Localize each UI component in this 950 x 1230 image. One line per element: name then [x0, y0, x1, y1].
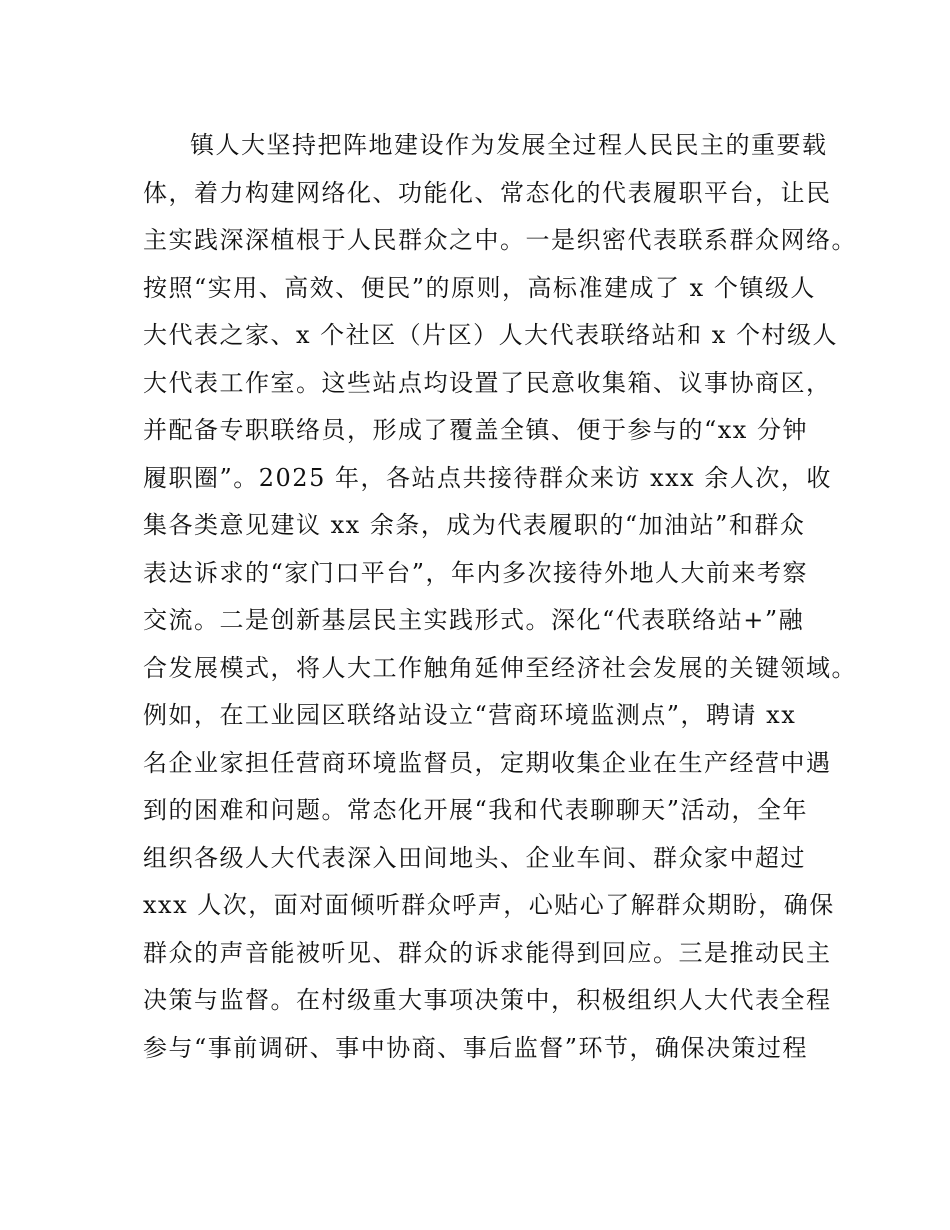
text-line: 名企业家担任营商环境监督员，定期收集企业在生产经营中遇 — [143, 748, 832, 777]
text-line: 体，着力构建网络化、功能化、常态化的代表履职平台，让民 — [143, 178, 832, 207]
text-line: 表达诉求的“家门口平台”，年内多次接待外地人大前来考察 — [143, 558, 809, 587]
text-line: 交流。二是创新基层民主实践形式。深化“代表联络站+”融 — [143, 606, 805, 634]
text-line: 大代表之家、x 个社区（片区）人大代表联络站和 x 个村级人 — [143, 321, 838, 349]
text-line: 合发展模式，将人大工作触角延伸至经济社会发展的关键领域。 — [143, 653, 857, 682]
text-line: 到的困难和问题。常态化开展“我和代表聊聊天”活动，全年 — [143, 796, 809, 824]
text-line: 参与“事前调研、事中协商、事后监督”环节，确保决策过程 — [143, 1033, 809, 1062]
text-line: 群众的声音能被听见、群众的诉求能得到回应。三是推动民主 — [143, 938, 832, 967]
text-line: 并配备专职联络员，形成了覆盖全镇、便于参与的“xx 分钟 — [143, 416, 808, 444]
text-line: xxx 人次，面对面倾听群众呼声，心贴心了解群众期盼，确保 — [143, 891, 835, 919]
text-line: 按照“实用、高效、便民”的原则，高标准建成了 x 个镇级人 — [143, 273, 816, 302]
text-line: 例如，在工业园区联络站设立“营商环境监测点”，聘请 xx — [143, 701, 797, 729]
text-line: 集各类意见建议 xx 余条，成为代表履职的“加油站”和群众 — [143, 511, 806, 539]
text-line: 大代表工作室。这些站点均设置了民意收集箱、议事协商区， — [143, 368, 832, 397]
text-line: 主实践深深植根于人民群众之中。一是织密代表联系群众网络。 — [143, 226, 857, 254]
text-line: 镇人大坚持把阵地建设作为发展全过程人民民主的重要载 — [190, 131, 828, 159]
text-line: 决策与监督。在村级重大事项决策中，积极组织人大代表全程 — [143, 986, 832, 1014]
text-line: 组织各级人大代表深入田间地头、企业车间、群众家中超过 — [143, 843, 806, 872]
text-line: 履职圈”。2025 年，各站点共接待群众来访 xxx 余人次，收 — [143, 463, 832, 492]
